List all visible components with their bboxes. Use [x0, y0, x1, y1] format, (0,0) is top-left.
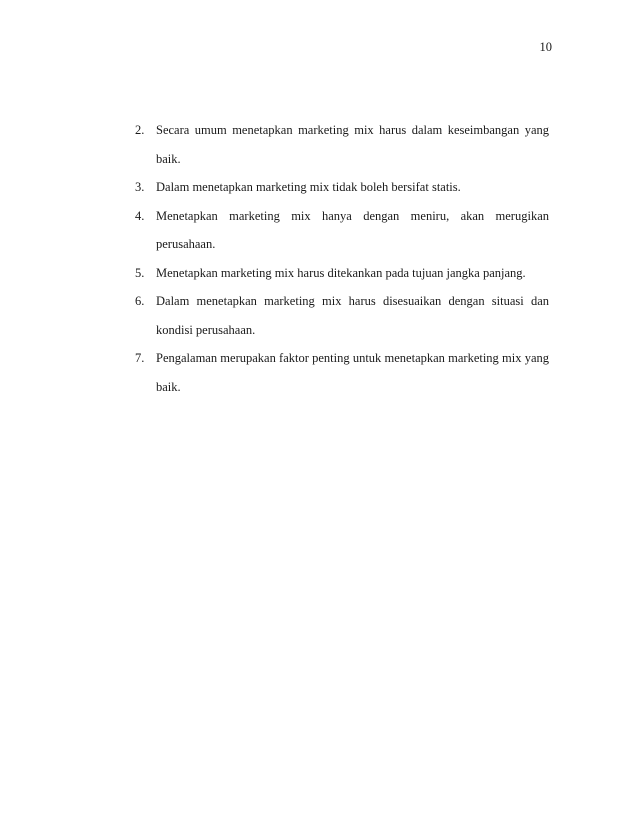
list-item-number: 3. [135, 180, 145, 194]
list-item-text: Menetapkan marketing mix harus ditekankan pada tujuan jangka panjang. [156, 265, 526, 280]
list-item [135, 344, 549, 401]
list-item-text: Dalam menetapkan marketing mix tidak boleh bersifat statis. [156, 180, 461, 194]
list-item-number: 2. [135, 123, 145, 137]
list-item [135, 202, 549, 259]
list-item-text: Dalam menetapkan marketing mix harus disesuaikan dengan situasi dan kondisi perusahaan. [156, 294, 549, 337]
list-item-number: 7. [135, 351, 145, 365]
list-item [135, 116, 549, 173]
list-item [135, 173, 549, 202]
list-item-text: Pengalaman merupakan faktor penting untuk menetapkan marketing mix yang baik. [156, 351, 549, 394]
numbered-list [135, 116, 549, 401]
list-item-number: 4. [135, 208, 145, 223]
list-item [135, 287, 549, 344]
list-item-number: 5. [135, 265, 145, 280]
list-item-text: Secara umum menetapkan marketing mix harus dalam keseimbangan yang baik. [156, 123, 549, 166]
list-item-number: 6. [135, 294, 145, 308]
page-number: 10 [539, 40, 552, 54]
list-item-text: Menetapkan marketing mix hanya dengan meniru, akan merugikan perusahaan. [156, 208, 549, 251]
list-item [135, 259, 549, 288]
